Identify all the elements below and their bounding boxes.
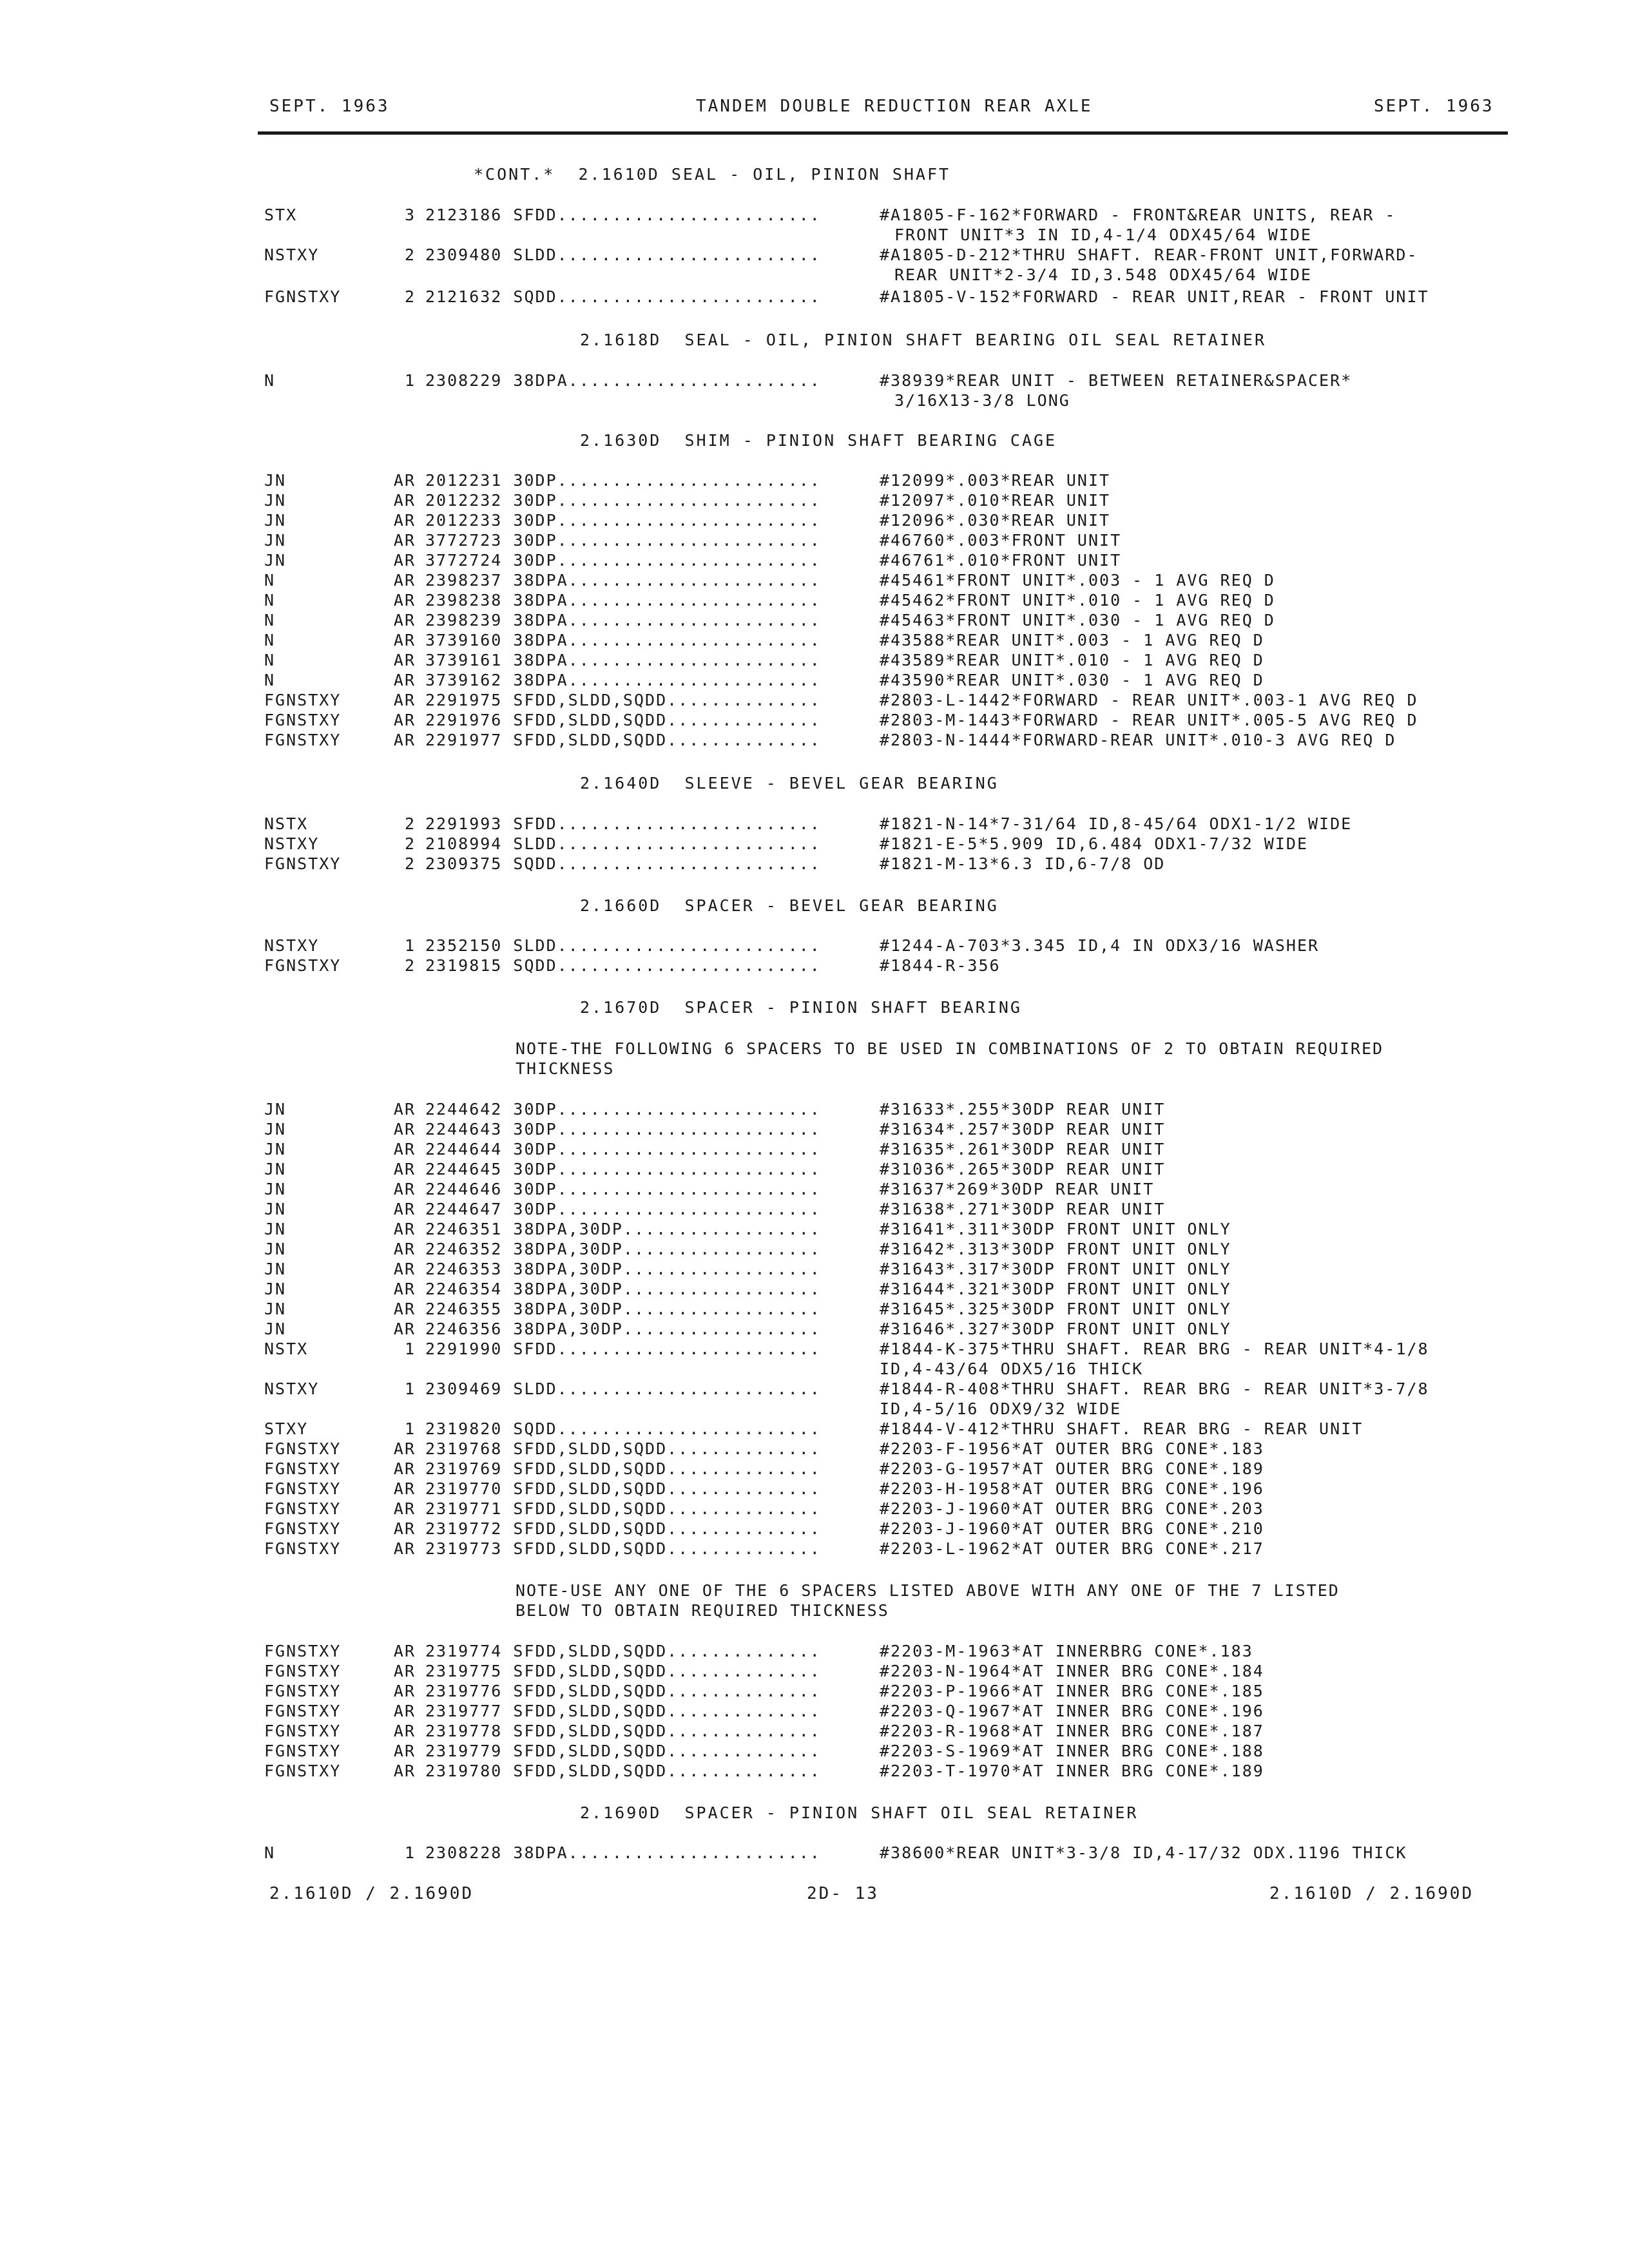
item-model-code: FGNSTXY	[264, 956, 342, 975]
item-quantity: AR	[393, 611, 416, 629]
section-note: NOTE-USE ANY ONE OF THE 6 SPACERS LISTED ABOVE WITH ANY ONE OF THE 7 LISTED	[516, 1581, 1340, 1600]
item-quantity: AR	[393, 1100, 416, 1119]
item-model-code: FGNSTXY	[264, 1539, 342, 1558]
item-description-continued: 3/16X13-3/8 LONG	[894, 391, 1070, 410]
item-model-code: NSTXY	[264, 1379, 320, 1398]
item-model-code: N	[264, 651, 276, 669]
item-part-number: 2012232 30DP........................	[425, 491, 821, 510]
item-description: #31641*.311*30DP FRONT UNIT ONLY	[880, 1220, 1231, 1238]
item-part-number: 2308228 38DPA.......................	[425, 1843, 821, 1862]
header-rule	[258, 131, 1508, 135]
item-part-number: 2309480 SLDD........................	[425, 245, 821, 264]
item-model-code: JN	[264, 1200, 287, 1218]
item-quantity: 1	[404, 1419, 416, 1438]
section-heading: *CONT.* 2.1610D SEAL - OIL, PINION SHAFT	[474, 165, 951, 184]
item-part-number: 2246351 38DPA,30DP..................	[425, 1220, 821, 1238]
item-part-number: 2244646 30DP........................	[425, 1180, 821, 1198]
item-description-continued: ID,4-5/16 ODX9/32 WIDE	[880, 1399, 1122, 1418]
item-model-code: JN	[264, 1120, 287, 1139]
item-description: #43588*REAR UNIT*.003 - 1 AVG REQ D	[880, 631, 1264, 649]
item-description: #31635*.261*30DP REAR UNIT	[880, 1140, 1166, 1158]
item-part-number: 2319770 SFDD,SLDD,SQDD..............	[425, 1479, 821, 1498]
item-model-code: FGNSTXY	[264, 1662, 342, 1680]
footer-page-number: 2D- 13	[807, 1884, 879, 1903]
item-model-code: JN	[264, 511, 287, 530]
item-part-number: 2319769 SFDD,SLDD,SQDD..............	[425, 1459, 821, 1478]
item-description: #2203-M-1963*AT INNERBRG CONE*.183	[880, 1642, 1253, 1660]
item-model-code: JN	[264, 531, 287, 550]
item-model-code: FGNSTXY	[264, 1762, 342, 1780]
item-part-number: 2319780 SFDD,SLDD,SQDD..............	[425, 1762, 821, 1780]
item-model-code: N	[264, 571, 276, 590]
item-model-code: FGNSTXY	[264, 1479, 342, 1498]
item-model-code: FGNSTXY	[264, 1519, 342, 1538]
footer-right: 2.1610D / 2.1690D	[1269, 1884, 1474, 1903]
item-part-number: 2291976 SFDD,SLDD,SQDD..............	[425, 711, 821, 729]
section-heading: 2.1660D SPACER - BEVEL GEAR BEARING	[580, 896, 999, 915]
item-quantity: 2	[404, 834, 416, 853]
item-model-code: N	[264, 631, 276, 649]
item-quantity: 2	[404, 245, 416, 264]
item-part-number: 2319768 SFDD,SLDD,SQDD..............	[425, 1439, 821, 1458]
item-model-code: FGNSTXY	[264, 287, 342, 306]
item-part-number: 2398237 38DPA.......................	[425, 571, 821, 590]
item-model-code: N	[264, 611, 276, 629]
item-part-number: 3772723 30DP........................	[425, 531, 821, 550]
item-quantity: AR	[393, 1180, 416, 1198]
item-model-code: JN	[264, 1260, 287, 1278]
item-part-number: 2319774 SFDD,SLDD,SQDD..............	[425, 1642, 821, 1660]
item-quantity: 1	[404, 1379, 416, 1398]
item-quantity: AR	[393, 631, 416, 649]
item-quantity: AR	[393, 491, 416, 510]
item-part-number: 2121632 SQDD........................	[425, 287, 821, 306]
item-quantity: AR	[393, 651, 416, 669]
item-description: #2803-N-1444*FORWARD-REAR UNIT*.010-3 AVG REQ D	[880, 731, 1396, 749]
item-part-number: 2319771 SFDD,SLDD,SQDD..............	[425, 1499, 821, 1518]
item-description: #45462*FRONT UNIT*.010 - 1 AVG REQ D	[880, 591, 1275, 610]
item-model-code: N	[264, 1843, 276, 1862]
item-model-code: JN	[264, 1300, 287, 1318]
section-heading: 2.1670D SPACER - PINION SHAFT BEARING	[580, 998, 1022, 1017]
item-part-number: 2244644 30DP........................	[425, 1140, 821, 1158]
item-description-continued: FRONT UNIT*3 IN ID,4-1/4 ODX45/64 WIDE	[894, 226, 1312, 244]
item-description: #2203-T-1970*AT INNER BRG CONE*.189	[880, 1762, 1264, 1780]
item-quantity: AR	[393, 1280, 416, 1298]
item-quantity: AR	[393, 711, 416, 729]
item-description: #31646*.327*30DP FRONT UNIT ONLY	[880, 1320, 1231, 1338]
item-quantity: AR	[393, 471, 416, 490]
item-quantity: AR	[393, 571, 416, 590]
item-quantity: AR	[393, 1240, 416, 1258]
item-model-code: JN	[264, 1280, 287, 1298]
item-model-code: FGNSTXY	[264, 854, 342, 873]
item-quantity: 2	[404, 814, 416, 833]
item-model-code: FGNSTXY	[264, 731, 342, 749]
item-model-code: FGNSTXY	[264, 1499, 342, 1518]
item-description: #A1805-F-162*FORWARD - FRONT&REAR UNITS, REAR -	[880, 206, 1396, 224]
item-description: #46760*.003*FRONT UNIT	[880, 531, 1122, 550]
item-part-number: 2246354 38DPA,30DP..................	[425, 1280, 821, 1298]
section-note: BELOW TO OBTAIN REQUIRED THICKNESS	[516, 1601, 889, 1620]
item-part-number: 2309469 SLDD........................	[425, 1379, 821, 1398]
item-description: #2203-P-1966*AT INNER BRG CONE*.185	[880, 1682, 1264, 1700]
section-note: THICKNESS	[516, 1059, 615, 1078]
item-model-code: JN	[264, 491, 287, 510]
item-quantity: AR	[393, 1260, 416, 1278]
item-quantity: AR	[393, 1160, 416, 1178]
item-model-code: NSTXY	[264, 245, 320, 264]
item-description: #1244-A-703*3.345 ID,4 IN ODX3/16 WASHER	[880, 936, 1320, 955]
item-quantity: 1	[404, 1843, 416, 1862]
item-model-code: NSTXY	[264, 936, 320, 955]
item-quantity: AR	[393, 531, 416, 550]
item-quantity: AR	[393, 1519, 416, 1538]
item-description: #2203-J-1960*AT OUTER BRG CONE*.210	[880, 1519, 1264, 1538]
item-description: #2203-R-1968*AT INNER BRG CONE*.187	[880, 1722, 1264, 1740]
item-model-code: FGNSTXY	[264, 1682, 342, 1700]
item-part-number: 3739160 38DPA.......................	[425, 631, 821, 649]
item-description: #12096*.030*REAR UNIT	[880, 511, 1111, 530]
item-quantity: AR	[393, 1120, 416, 1139]
item-part-number: 2108994 SLDD........................	[425, 834, 821, 853]
item-part-number: 2319777 SFDD,SLDD,SQDD..............	[425, 1702, 821, 1720]
item-part-number: 2308229 38DPA.......................	[425, 371, 821, 390]
item-description: #31642*.313*30DP FRONT UNIT ONLY	[880, 1240, 1231, 1258]
item-description: #43590*REAR UNIT*.030 - 1 AVG REQ D	[880, 671, 1264, 689]
item-description: #46761*.010*FRONT UNIT	[880, 551, 1122, 570]
item-model-code: JN	[264, 551, 287, 570]
item-quantity: AR	[393, 591, 416, 610]
item-part-number: 2244642 30DP........................	[425, 1100, 821, 1119]
section-heading: 2.1690D SPACER - PINION SHAFT OIL SEAL RETAINER	[580, 1803, 1139, 1822]
item-quantity: AR	[393, 1479, 416, 1498]
header-left-date: SEPT. 1963	[269, 97, 390, 116]
item-part-number: 2291993 SFDD........................	[425, 814, 821, 833]
item-description: #31638*.271*30DP REAR UNIT	[880, 1200, 1166, 1218]
item-description: #1821-N-14*7-31/64 ID,8-45/64 ODX1-1/2 WIDE	[880, 814, 1353, 833]
item-quantity: AR	[393, 1642, 416, 1660]
item-model-code: JN	[264, 1160, 287, 1178]
item-description: #31644*.321*30DP FRONT UNIT ONLY	[880, 1280, 1231, 1298]
item-quantity: AR	[393, 1300, 416, 1318]
item-quantity: AR	[393, 1702, 416, 1720]
item-part-number: 2012231 30DP........................	[425, 471, 821, 490]
item-description: #1821-M-13*6.3 ID,6-7/8 OD	[880, 854, 1166, 873]
item-part-number: 2319778 SFDD,SLDD,SQDD..............	[425, 1722, 821, 1740]
item-part-number: 2291990 SFDD........................	[425, 1340, 821, 1358]
item-model-code: STX	[264, 206, 298, 224]
item-part-number: 2123186 SFDD........................	[425, 206, 821, 224]
item-description: #38600*REAR UNIT*3-3/8 ID,4-17/32 ODX.1196 THICK	[880, 1843, 1407, 1862]
item-description-continued: ID,4-43/64 ODX5/16 THICK	[880, 1360, 1144, 1378]
item-quantity: 3	[404, 206, 416, 224]
item-quantity: AR	[393, 1439, 416, 1458]
item-description: #1844-R-356	[880, 956, 1001, 975]
item-model-code: JN	[264, 1240, 287, 1258]
item-part-number: 2319773 SFDD,SLDD,SQDD..............	[425, 1539, 821, 1558]
item-model-code: FGNSTXY	[264, 711, 342, 729]
header-right-date: SEPT. 1963	[1374, 97, 1494, 116]
item-part-number: 3772724 30DP........................	[425, 551, 821, 570]
item-description: #12099*.003*REAR UNIT	[880, 471, 1111, 490]
item-model-code: JN	[264, 1180, 287, 1198]
item-model-code: NSTX	[264, 1340, 309, 1358]
item-model-code: FGNSTXY	[264, 691, 342, 709]
item-model-code: JN	[264, 1220, 287, 1238]
item-part-number: 2398239 38DPA.......................	[425, 611, 821, 629]
item-part-number: 2319776 SFDD,SLDD,SQDD..............	[425, 1682, 821, 1700]
item-part-number: 2246353 38DPA,30DP..................	[425, 1260, 821, 1278]
item-description: #31645*.325*30DP FRONT UNIT ONLY	[880, 1300, 1231, 1318]
section-note: NOTE-THE FOLLOWING 6 SPACERS TO BE USED IN COMBINATIONS OF 2 TO OBTAIN REQUIRED	[516, 1039, 1384, 1058]
item-description: #2803-L-1442*FORWARD - REAR UNIT*.003-1 AVG REQ D	[880, 691, 1418, 709]
item-description: #31634*.257*30DP REAR UNIT	[880, 1120, 1166, 1139]
item-description: #2203-G-1957*AT OUTER BRG CONE*.189	[880, 1459, 1264, 1478]
item-quantity: AR	[393, 691, 416, 709]
item-description: #31643*.317*30DP FRONT UNIT ONLY	[880, 1260, 1231, 1278]
item-description: #45461*FRONT UNIT*.003 - 1 AVG REQ D	[880, 571, 1275, 590]
item-quantity: 1	[404, 936, 416, 955]
item-part-number: 2246355 38DPA,30DP..................	[425, 1300, 821, 1318]
item-part-number: 2319820 SQDD........................	[425, 1419, 821, 1438]
item-part-number: 2246356 38DPA,30DP..................	[425, 1320, 821, 1338]
item-description: #2203-L-1962*AT OUTER BRG CONE*.217	[880, 1539, 1264, 1558]
item-description: #1844-V-412*THRU SHAFT. REAR BRG - REAR UNIT	[880, 1419, 1364, 1438]
item-model-code: FGNSTXY	[264, 1439, 342, 1458]
item-description: #2203-H-1958*AT OUTER BRG CONE*.196	[880, 1479, 1264, 1498]
item-model-code: FGNSTXY	[264, 1459, 342, 1478]
header-title: TANDEM DOUBLE REDUCTION REAR AXLE	[696, 97, 1093, 116]
section-heading: 2.1618D SEAL - OIL, PINION SHAFT BEARING OIL SEAL RETAINER	[580, 331, 1267, 349]
item-model-code: FGNSTXY	[264, 1702, 342, 1720]
item-model-code: JN	[264, 1320, 287, 1338]
item-description: #2203-J-1960*AT OUTER BRG CONE*.203	[880, 1499, 1264, 1518]
item-quantity: AR	[393, 1220, 416, 1238]
item-part-number: 2244647 30DP........................	[425, 1200, 821, 1218]
item-model-code: NSTXY	[264, 834, 320, 853]
item-part-number: 2246352 38DPA,30DP..................	[425, 1240, 821, 1258]
item-quantity: AR	[393, 1320, 416, 1338]
item-model-code: N	[264, 671, 276, 689]
item-description: #31633*.255*30DP REAR UNIT	[880, 1100, 1166, 1119]
item-description: #1821-E-5*5.909 ID,6.484 ODX1-7/32 WIDE	[880, 834, 1308, 853]
item-quantity: AR	[393, 1459, 416, 1478]
item-quantity: AR	[393, 1682, 416, 1700]
item-description: #2203-S-1969*AT INNER BRG CONE*.188	[880, 1742, 1264, 1760]
item-quantity: 2	[404, 287, 416, 306]
item-part-number: 2319772 SFDD,SLDD,SQDD..............	[425, 1519, 821, 1538]
item-part-number: 3739161 38DPA.......................	[425, 651, 821, 669]
item-part-number: 2319815 SQDD........................	[425, 956, 821, 975]
item-model-code: NSTX	[264, 814, 309, 833]
item-model-code: FGNSTXY	[264, 1722, 342, 1740]
item-quantity: AR	[393, 1742, 416, 1760]
item-quantity: AR	[393, 1662, 416, 1680]
item-quantity: AR	[393, 1539, 416, 1558]
item-model-code: N	[264, 591, 276, 610]
item-quantity: AR	[393, 1762, 416, 1780]
item-quantity: 2	[404, 854, 416, 873]
item-description: #1844-R-408*THRU SHAFT. REAR BRG - REAR UNIT*3-7/8	[880, 1379, 1429, 1398]
item-part-number: 2244643 30DP........................	[425, 1120, 821, 1139]
item-quantity: 2	[404, 956, 416, 975]
item-description: #2203-N-1964*AT INNER BRG CONE*.184	[880, 1662, 1264, 1680]
item-description-continued: REAR UNIT*2-3/4 ID,3.548 ODX45/64 WIDE	[894, 265, 1312, 284]
item-part-number: 2319775 SFDD,SLDD,SQDD..............	[425, 1662, 821, 1680]
item-quantity: 1	[404, 1340, 416, 1358]
item-part-number: 2291977 SFDD,SLDD,SQDD..............	[425, 731, 821, 749]
item-model-code: FGNSTXY	[264, 1742, 342, 1760]
item-quantity: AR	[393, 671, 416, 689]
section-heading: 2.1640D SLEEVE - BEVEL GEAR BEARING	[580, 774, 999, 793]
item-model-code: JN	[264, 1140, 287, 1158]
item-description: #1844-K-375*THRU SHAFT. REAR BRG - REAR UNIT*4-1/8	[880, 1340, 1429, 1358]
item-description: #A1805-V-152*FORWARD - REAR UNIT,REAR - FRONT UNIT	[880, 287, 1429, 306]
item-quantity: AR	[393, 1140, 416, 1158]
item-quantity: AR	[393, 1200, 416, 1218]
item-quantity: 1	[404, 371, 416, 390]
section-heading: 2.1630D SHIM - PINION SHAFT BEARING CAGE	[580, 431, 1057, 450]
item-part-number: 2291975 SFDD,SLDD,SQDD..............	[425, 691, 821, 709]
item-description: #A1805-D-212*THRU SHAFT. REAR-FRONT UNIT,FORWARD-	[880, 245, 1418, 264]
item-part-number: 2398238 38DPA.......................	[425, 591, 821, 610]
item-model-code: JN	[264, 471, 287, 490]
item-quantity: AR	[393, 1499, 416, 1518]
item-part-number: 2244645 30DP........................	[425, 1160, 821, 1178]
item-description: #2803-M-1443*FORWARD - REAR UNIT*.005-5 AVG REQ D	[880, 711, 1418, 729]
item-part-number: 2012233 30DP........................	[425, 511, 821, 530]
item-description: #43589*REAR UNIT*.010 - 1 AVG REQ D	[880, 651, 1264, 669]
item-quantity: AR	[393, 551, 416, 570]
item-description: #2203-Q-1967*AT INNER BRG CONE*.196	[880, 1702, 1264, 1720]
item-description: #2203-F-1956*AT OUTER BRG CONE*.183	[880, 1439, 1264, 1458]
footer-left: 2.1610D / 2.1690D	[269, 1884, 474, 1903]
item-part-number: 3739162 38DPA.......................	[425, 671, 821, 689]
item-model-code: STXY	[264, 1419, 309, 1438]
item-quantity: AR	[393, 731, 416, 749]
item-model-code: FGNSTXY	[264, 1642, 342, 1660]
item-model-code: JN	[264, 1100, 287, 1119]
item-part-number: 2309375 SQDD........................	[425, 854, 821, 873]
item-part-number: 2319779 SFDD,SLDD,SQDD..............	[425, 1742, 821, 1760]
item-model-code: N	[264, 371, 276, 390]
item-quantity: AR	[393, 511, 416, 530]
item-description: #31637*269*30DP REAR UNIT	[880, 1180, 1155, 1198]
item-description: #12097*.010*REAR UNIT	[880, 491, 1111, 510]
item-description: #31036*.265*30DP REAR UNIT	[880, 1160, 1166, 1178]
item-part-number: 2352150 SLDD........................	[425, 936, 821, 955]
item-quantity: AR	[393, 1722, 416, 1740]
item-description: #38939*REAR UNIT - BETWEEN RETAINER&SPACER*	[880, 371, 1353, 390]
item-description: #45463*FRONT UNIT*.030 - 1 AVG REQ D	[880, 611, 1275, 629]
